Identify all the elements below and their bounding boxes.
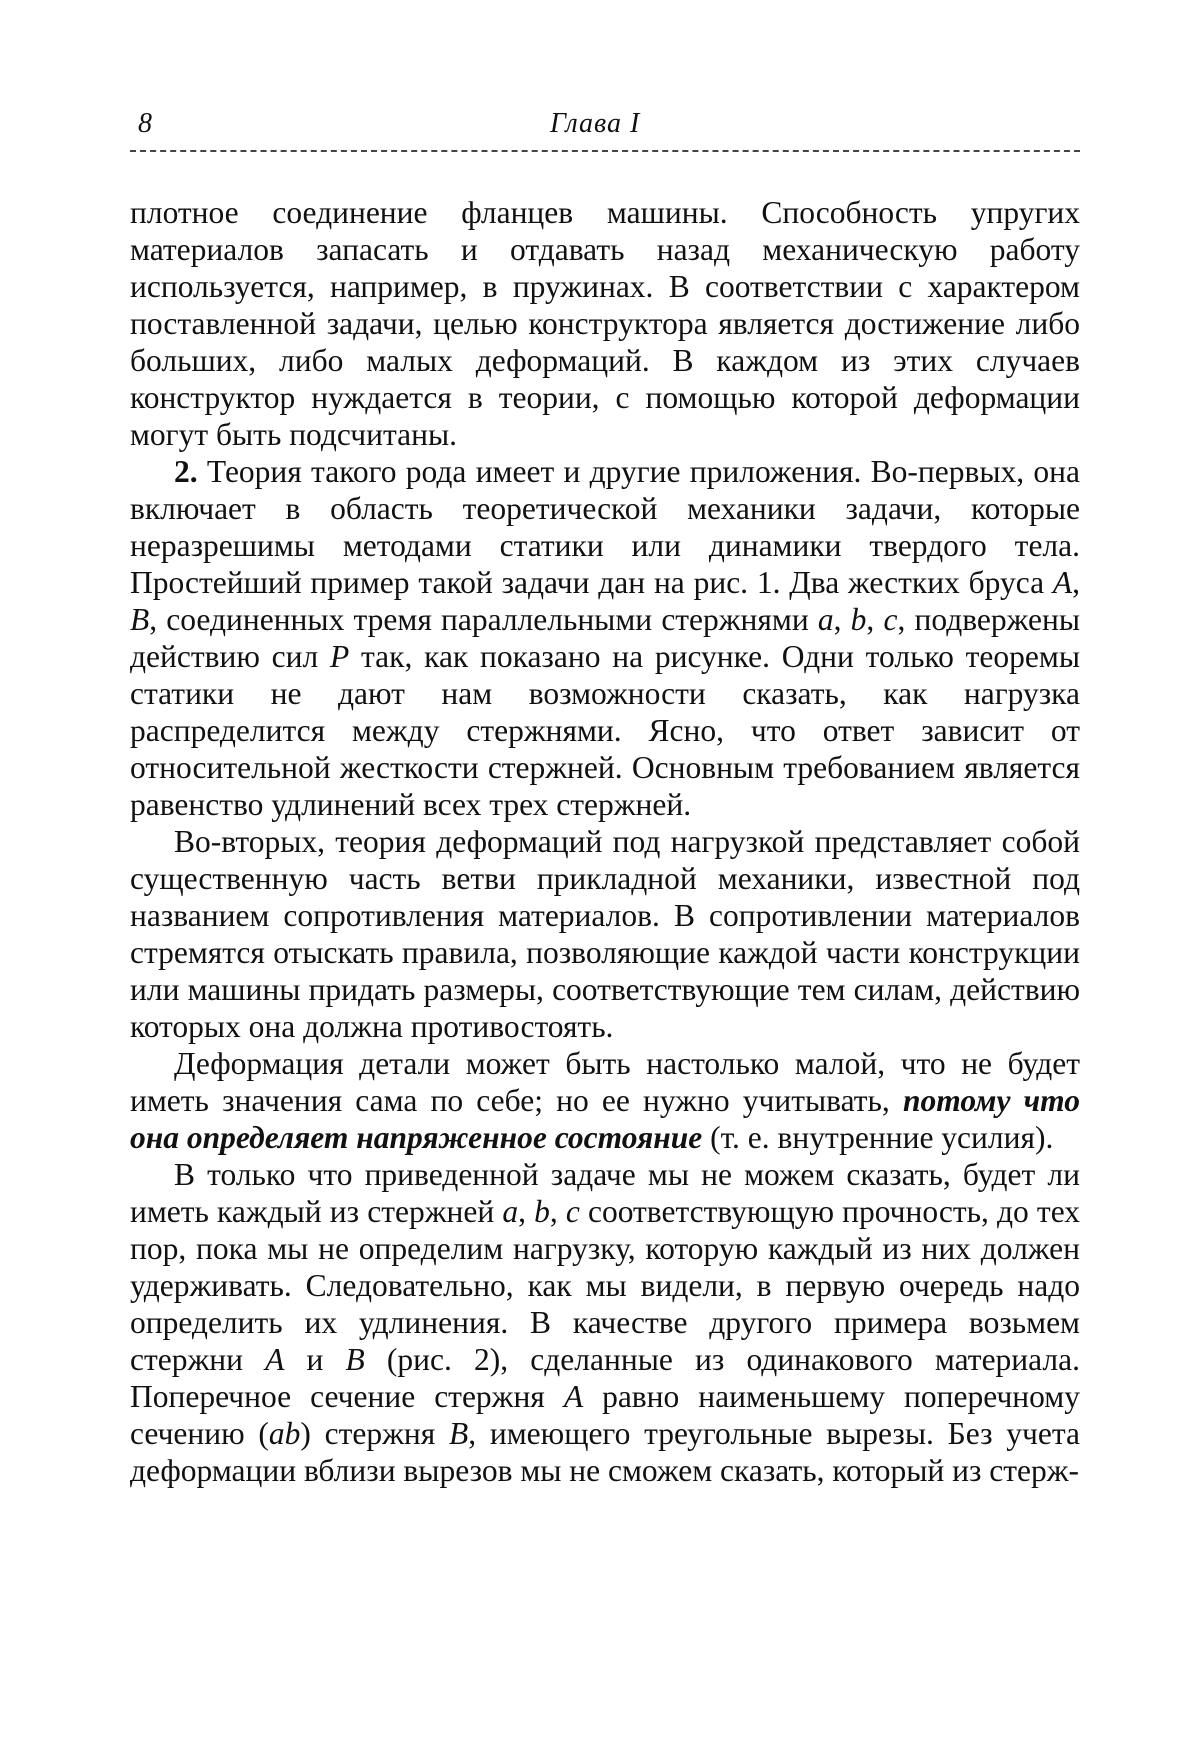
math-symbol: c [883,602,898,637]
paragraph-text: соответствующую прочность, до тех пор, пока мы не определим нагрузку, которую каждый из них должен удерживать. Следовательно, как мы видели, в первую очередь надо определить их удлинения. В качестве другого примера возьмем стержни [130,1194,1081,1377]
math-symbol: A [265,1342,285,1377]
page-number: 8 [138,108,152,139]
math-symbol: ab [268,1416,301,1451]
paragraph-text: , [549,1194,566,1229]
paragraph-2 [130,453,1080,823]
paragraph-text: В только что приведенной задаче мы не можем сказать, будет ли иметь каждый из стержней [130,1157,1080,1229]
paragraph-text: плотное соединение фланцев машины. Способность упругих материалов запасать и отдавать назад механическую работу используется, например, в пружинах. В соответствии с характером поставленной задачи, целью конструктора является достижение либо больших, либо малых деформаций. В каждом из этих случаев конструктор нуждается в теории, с помощью которой деформации могут быть подсчитаны. [130,195,1080,452]
paragraph-text: , [833,602,851,637]
math-symbol: c [565,1194,580,1229]
math-symbol: A [1052,565,1073,600]
math-symbol: b [534,1194,550,1229]
math-symbol: P [330,639,350,674]
paragraph-text: (т. е. внутренние усилия). [702,1120,1054,1155]
paragraph-text: , [866,602,884,637]
math-symbol: B [345,1342,365,1377]
chapter-title: Глава I [550,108,641,139]
math-symbol: a [817,602,834,637]
math-symbol: a [502,1194,519,1229]
paragraph-text: Теория такого рода имеет и другие приложения. Во-первых, она включает в область теоретической механики задачи, которые неразрешимы методами статики или динамики твердого тела. Простейший пример такой задачи дан на рис. 1. Два жестких бруса [130,454,1080,600]
body-text [130,194,1080,1489]
book-page [130,100,1080,1489]
math-symbol: B [449,1416,469,1451]
emphasized-text: потому что она определяет напряженное состояние [130,1083,1080,1155]
paragraph-4 [130,1045,1080,1156]
math-symbol: b [850,602,867,637]
math-symbol: B [130,602,150,637]
paragraph-text: равно наименьшему поперечному сечению ( [130,1379,1080,1451]
paragraph-text: так, как показано на рисунке. Одни только теоремы статики не дают нам возможности сказать, как нагрузка распределится между стержнями. Ясно, что ответ зависит от относительной жесткости стержней. Основным требованием является равенство удлинений всех трех стержней. [130,639,1080,822]
paragraph-text: , подвержены действию сил [130,602,1080,674]
paragraph-1 [130,194,1080,453]
paragraph-text: Деформация детали может быть настолько малой, что не будет иметь значения сама по себе; но ее нужно учитывать, [130,1046,1080,1118]
paragraph-text: , имеющего треугольные вырезы. Без учета деформации вблизи вырезов мы не сможем сказать, который из стерж- [130,1416,1081,1488]
paragraph-number: 2. [174,454,198,489]
paragraph-text: , [1072,565,1080,600]
paragraph-text: ) стержня [300,1416,449,1451]
running-header [130,100,1080,152]
paragraph-text: , [518,1194,535,1229]
paragraph-text: и [284,1342,346,1377]
paragraph-text: (рис. 2), сделанные из одинакового материала. Поперечное сечение стержня [130,1342,1080,1414]
math-symbol: A [563,1379,584,1414]
paragraph-3 [130,823,1080,1045]
paragraph-text: , соединенных тремя параллельными стержнями [149,602,818,637]
paragraph-5 [130,1156,1080,1489]
paragraph-text: Во-вторых, теория деформаций под нагрузкой представляет собой существенную часть ветви прикладной механики, известной под названием сопротивления материалов. В сопротивлении материалов стремятся отыскать правила, позволяющие каждой части конструкции или машины придать размеры, соответствующие тем силам, действию которых она должна противостоять. [130,824,1080,1044]
